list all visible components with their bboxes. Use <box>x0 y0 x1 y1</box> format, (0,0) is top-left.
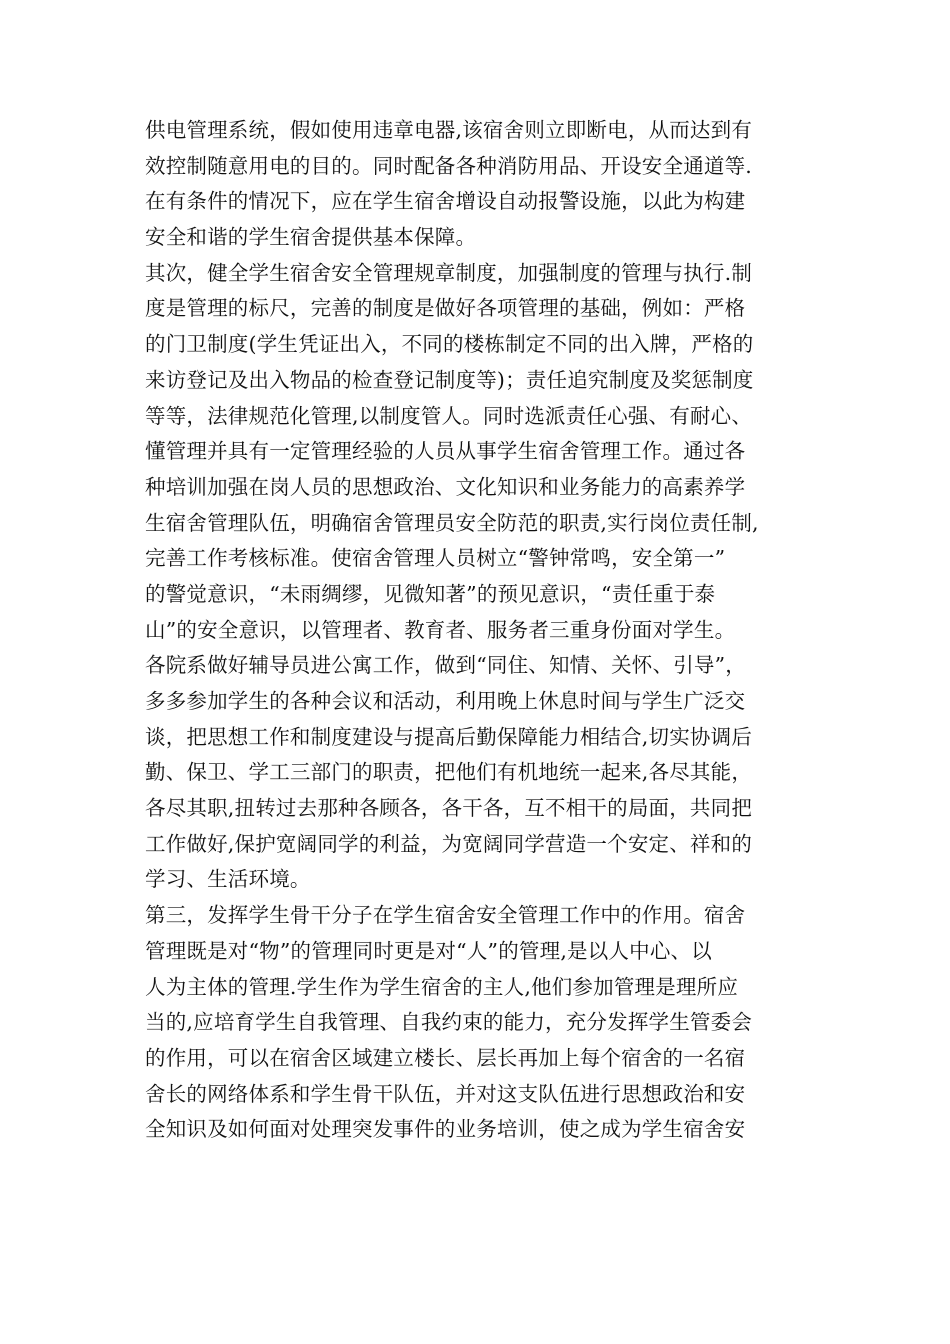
text-line: 管理既是对“物”的管理同时更是对“人”的管理,是以人中心、以 <box>145 938 712 963</box>
text-line: 各院系做好辅导员进公寓工作，做到“同住、知情、关怀、引导”， <box>145 653 746 678</box>
text-line: 供电管理系统，假如使用违章电器,该宿舍则立即断电，从而达到有 <box>145 118 753 142</box>
text-line: 舍长的网络体系和学生骨干队伍，并对这支队伍进行思想政治和安 <box>145 1081 746 1106</box>
text-line: 其次，健全学生宿舍安全管理规章制度，加强制度的管理与执行.制 <box>145 260 753 285</box>
text-line: 的作用，可以在宿舍区域建立楼长、层长再加上每个宿舍的一名宿 <box>145 1045 746 1070</box>
text-line: 在有条件的情况下，应在学生宿舍增设自动报警设施，以此为构建 <box>145 189 746 214</box>
text-line: 度是管理的标尺，完善的制度是做好各项管理的基础，例如：严格 <box>145 296 746 321</box>
body-text <box>145 113 815 1148</box>
text-line: 工作做好,保护宽阔同学的利益，为宽阔同学营造一个安定、祥和的 <box>145 831 753 856</box>
text-line: 当的,应培育学生自我管理、自我约束的能力，充分发挥学生管委会 <box>145 1010 753 1035</box>
text-line: 种培训加强在岗人员的思想政治、文化知识和业务能力的高素养学 <box>145 474 746 499</box>
text-line: 的门卫制度(学生凭证出入，不同的楼栋制定不同的出入牌，严格的 <box>145 332 754 357</box>
text-line: 完善工作考核标准。使宿舍管理人员树立“警钟常鸣，安全第一” <box>145 546 726 571</box>
text-line: 全知识及如何面对处理突发事件的业务培训，使之成为学生宿舍安 <box>145 1117 746 1142</box>
text-line: 谈，把思想工作和制度建设与提高后勤保障能力相结合,切实协调后 <box>145 724 753 749</box>
text-line: 生宿舍管理队伍，明确宿舍管理员安全防范的职责,实行岗位责任制, <box>145 510 759 535</box>
text-line: 各尽其职,扭转过去那种各顾各，各干各，互不相干的局面，共同把 <box>145 796 753 821</box>
text-line: 多多参加学生的各种会议和活动，利用晚上休息时间与学生广泛交 <box>145 689 746 713</box>
text-line: 学习、生活环境。 <box>145 867 311 892</box>
text-line: 来访登记及出入物品的检查登记制度等)；责任追究制度及奖惩制度 <box>145 367 754 392</box>
text-line: 效控制随意用电的目的。同时配备各种消防用品、开设安全通道等. <box>145 153 753 178</box>
text-line: 第三，发挥学生骨干分子在学生宿舍安全管理工作中的作用。宿舍 <box>145 903 746 928</box>
text-line: 的警觉意识，“未雨绸缪，见微知著”的预见意识，“责任重于泰 <box>145 581 716 606</box>
text-line: 勤、保卫、学工三部门的职责，把他们有机地统一起来,各尽其能， <box>145 760 753 785</box>
text-line: 人为主体的管理.学生作为学生宿舍的主人,他们参加管理是理所应 <box>145 974 739 999</box>
text-line: 懂管理并具有一定管理经验的人员从事学生宿舍管理工作。通过各 <box>145 439 746 464</box>
text-line: 安全和谐的学生宿舍提供基本保障。 <box>145 225 477 250</box>
text-line: 等等，法律规范化管理,以制度管人。同时选派责任心强、有耐心、 <box>145 403 753 428</box>
text-line: 山”的安全意识，以管理者、教育者、服务者三重身份面对学生。 <box>145 617 736 642</box>
